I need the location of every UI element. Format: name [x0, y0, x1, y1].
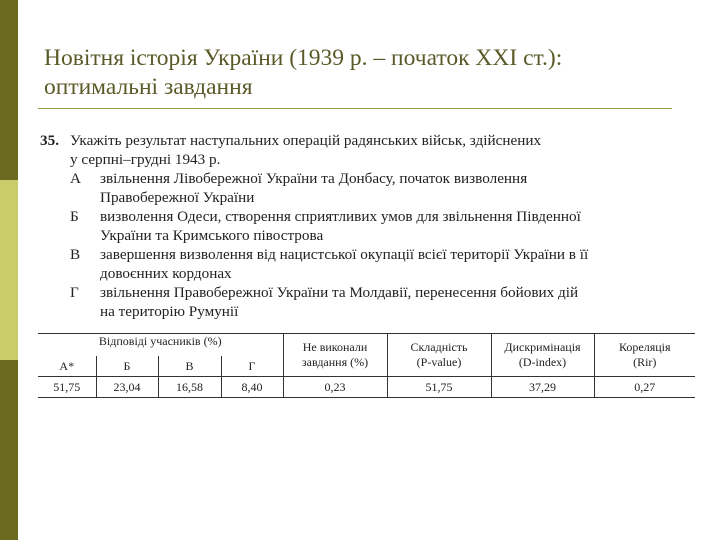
metric-header-not-completed: Не виконали завдання (%)	[283, 334, 387, 377]
value-not-completed: 0,23	[283, 377, 387, 398]
metric-header-difficulty: Складність (P-value)	[387, 334, 491, 377]
question-block	[40, 131, 696, 321]
sidebar-segment-light	[0, 180, 18, 360]
question-stem-line1: Укажіть результат наступальних операцій радянських військ, здійснених	[70, 132, 542, 149]
sidebar-segment-dark-bottom	[0, 360, 18, 540]
statistics-table	[38, 333, 695, 398]
title-underline	[38, 108, 672, 109]
question-number: 35.	[40, 132, 59, 149]
sidebar-segment-dark	[0, 0, 18, 180]
slide-title-line1: Новітня історія України (1939 р. – початок XXI ст.):	[44, 45, 563, 71]
value-correlation: 0,27	[594, 377, 695, 398]
option-header-a: А*	[38, 356, 96, 377]
slide-sidebar	[0, 0, 18, 540]
metric-header-correlation: Кореляція (Rir)	[594, 334, 695, 377]
answers-group-header: Відповіді учасників (%)	[38, 334, 283, 357]
value-v: 16,58	[158, 377, 221, 398]
option-a-line2: Правобережної України	[100, 189, 255, 206]
option-letter-a: А	[70, 170, 81, 187]
option-g-line2: на територію Румунії	[100, 303, 239, 320]
value-difficulty: 51,75	[387, 377, 491, 398]
slide-title	[44, 44, 704, 102]
option-header-v: В	[158, 356, 221, 377]
option-a-line1: звільнення Лівобережної України та Донбасу, початок визволення	[100, 170, 528, 187]
option-v-line1: завершення визволення від нацистської окупації всієї території України в її	[100, 246, 589, 263]
value-b: 23,04	[96, 377, 158, 398]
question-stem-line2: у серпні–грудні 1943 р.	[70, 151, 221, 168]
option-g-line1: звільнення Правобережної України та Молдавії, перенесення бойових дій	[100, 284, 579, 301]
option-header-b: Б	[96, 356, 158, 377]
option-letter-g: Г	[70, 284, 79, 301]
option-v-line2: довоєнних кордонах	[100, 265, 232, 282]
value-a: 51,75	[38, 377, 96, 398]
metric-header-discrimination: Дискримінація (D-index)	[491, 334, 594, 377]
slide-title-line2: оптимальні завдання	[44, 74, 253, 100]
value-discrimination: 37,29	[491, 377, 594, 398]
option-b-line1: визволення Одеси, створення сприятливих умов для звільнення Південної	[100, 208, 581, 225]
option-b-line2: України та Кримського півострова	[100, 227, 324, 244]
option-letter-v: В	[70, 246, 81, 263]
option-header-g: Г	[221, 356, 283, 377]
value-g: 8,40	[221, 377, 283, 398]
option-letter-b: Б	[70, 208, 79, 225]
